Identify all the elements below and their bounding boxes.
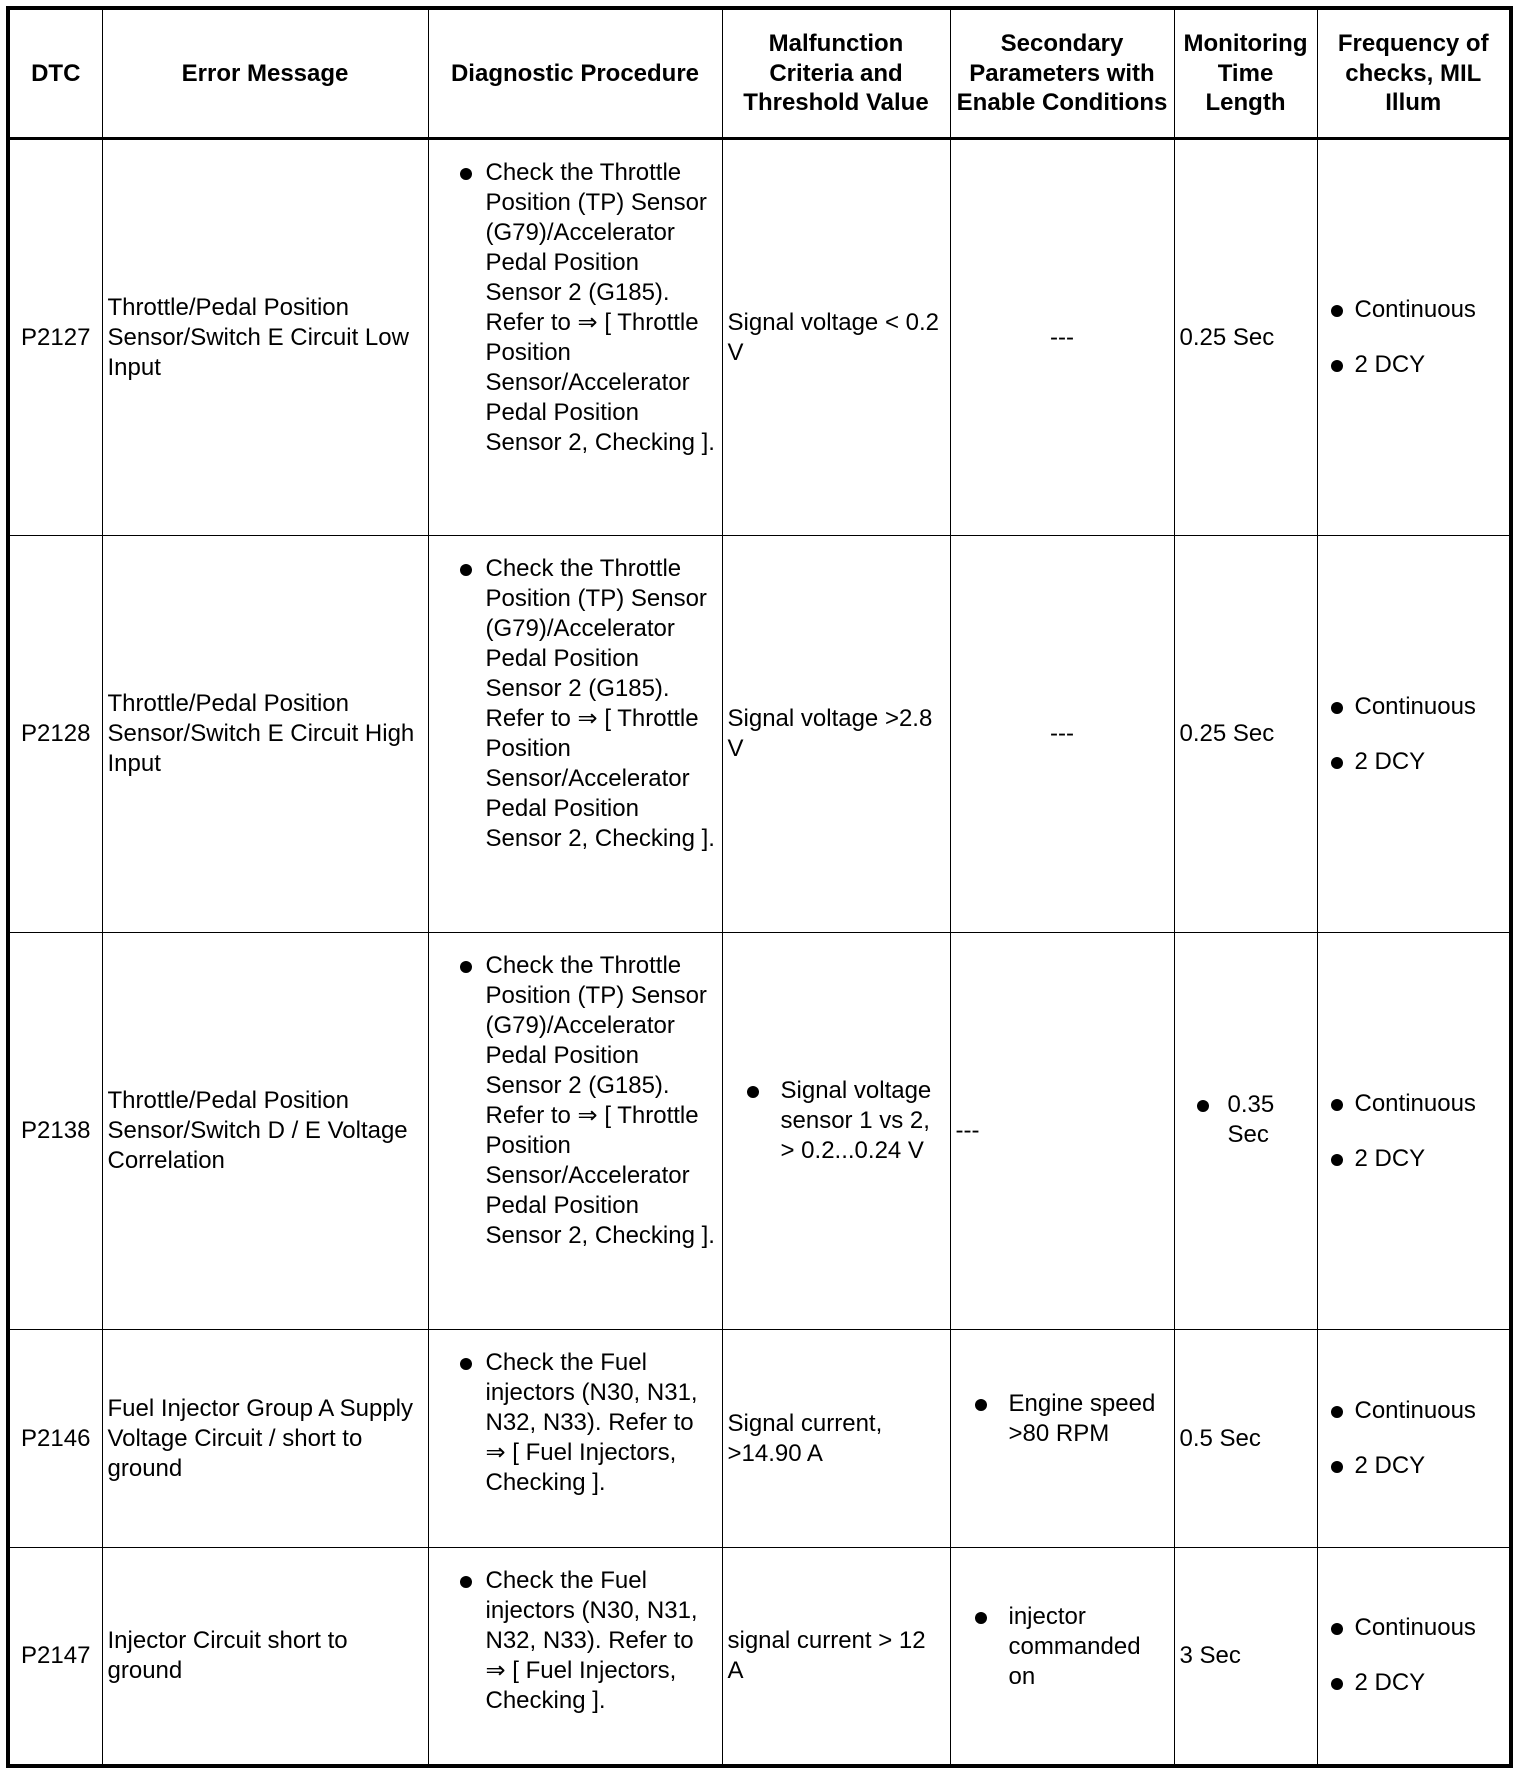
diagnostic-procedure <box>428 139 722 536</box>
malfunction-criteria: Signal voltage < 0.2 V <box>722 139 950 536</box>
list-item <box>1323 1144 1505 1174</box>
monitoring-list <box>1180 1090 1312 1150</box>
monitoring-time: 0.5 Sec <box>1174 1330 1317 1548</box>
list-item <box>434 554 717 854</box>
list-item <box>434 951 717 1251</box>
malfunction-criteria <box>722 933 950 1330</box>
procedure-text: Check the Throttle Position (TP) Sensor (G79)/Accelerator Pedal Position Sensor 2 (G185). Refer to ⇒ [ Throttle Position Sensor/Accelerator Pedal Position Sensor 2, Checking ]. <box>485 555 715 852</box>
header-diagnostic-procedure: Diagnostic Procedure <box>428 8 722 139</box>
list-item <box>1323 1396 1505 1426</box>
list-item <box>1323 692 1505 722</box>
dtc-code: P2127 <box>8 139 102 536</box>
dtc-code: P2138 <box>8 933 102 1330</box>
list-item <box>1323 1668 1505 1698</box>
error-message: Throttle/Pedal Position Sensor/Switch E Circuit Low Input <box>102 139 428 536</box>
table-row <box>8 933 1511 1330</box>
secondary-list <box>963 1602 1169 1692</box>
bullet-icon <box>1331 305 1343 317</box>
procedure-list <box>434 158 717 458</box>
dtc-table <box>6 6 1513 1768</box>
bullet-icon <box>460 1358 472 1370</box>
diagnostic-procedure <box>428 1548 722 1766</box>
bullet-icon <box>1331 1406 1343 1418</box>
frequency <box>1317 933 1511 1330</box>
table-row <box>8 1548 1511 1766</box>
list-item <box>1323 747 1505 777</box>
procedure-text: Check the Fuel injectors (N30, N31, N32, N33). Refer to ⇒ [ Fuel Injectors, Checking ]. <box>485 1349 698 1496</box>
malfunction-text: Signal voltage sensor 1 vs 2, > 0.2...0.24 V <box>780 1077 932 1164</box>
list-item <box>963 1389 1169 1449</box>
frequency-text: 2 DCY <box>1354 747 1426 775</box>
procedure-list <box>434 1348 717 1498</box>
dtc-code: P2128 <box>8 536 102 933</box>
secondary-parameters <box>950 1548 1174 1766</box>
monitoring-time: 0.25 Sec <box>1174 536 1317 933</box>
frequency-list <box>1323 295 1505 380</box>
frequency <box>1317 1330 1511 1548</box>
frequency-text: 2 DCY <box>1354 1452 1426 1479</box>
bullet-icon <box>1331 1099 1343 1111</box>
bullet-icon <box>975 1612 987 1624</box>
frequency-text: Continuous <box>1354 1397 1476 1424</box>
list-item <box>1180 1090 1280 1150</box>
error-message: Throttle/Pedal Position Sensor/Switch D / E Voltage Correlation <box>102 933 428 1330</box>
monitoring-time <box>1174 933 1317 1330</box>
bullet-icon <box>1331 757 1343 769</box>
table-header <box>8 8 1511 139</box>
bullet-icon <box>1331 702 1343 714</box>
bullet-icon <box>460 564 472 576</box>
table-row <box>8 536 1511 933</box>
header-row <box>8 8 1511 139</box>
frequency-list <box>1323 1613 1505 1698</box>
secondary-parameters: --- <box>950 536 1174 933</box>
bullet-icon <box>1331 1678 1343 1690</box>
list-item <box>1323 1451 1505 1481</box>
frequency-text: 2 DCY <box>1354 1669 1426 1697</box>
table-row <box>8 139 1511 536</box>
procedure-text: Check the Fuel injectors (N30, N31, N32, N33). Refer to ⇒ [ Fuel Injectors, Checking ]. <box>485 1567 698 1714</box>
bullet-icon <box>1197 1100 1209 1112</box>
bullet-icon <box>460 961 472 973</box>
bullet-icon <box>460 168 472 180</box>
procedure-text: Check the Throttle Position (TP) Sensor (G79)/Accelerator Pedal Position Sensor 2 (G185). Refer to ⇒ [ Throttle Position Sensor/Accelerator Pedal Position Sensor 2, Checking ]. <box>485 159 715 456</box>
secondary-parameters: --- <box>950 933 1174 1330</box>
frequency-list <box>1323 1089 1505 1174</box>
frequency-text: Continuous <box>1354 1614 1476 1642</box>
procedure-list <box>434 554 717 854</box>
dtc-code: P2146 <box>8 1330 102 1548</box>
error-message: Injector Circuit short to ground <box>102 1548 428 1766</box>
list-item <box>963 1602 1169 1692</box>
error-message: Fuel Injector Group A Supply Voltage Circuit / short to ground <box>102 1330 428 1548</box>
secondary-parameters <box>950 1330 1174 1548</box>
secondary-list <box>963 1389 1169 1449</box>
diagnostic-procedure <box>428 933 722 1330</box>
bullet-icon <box>460 1576 472 1588</box>
malfunction-criteria: Signal voltage >2.8 V <box>722 536 950 933</box>
monitoring-time: 3 Sec <box>1174 1548 1317 1766</box>
list-item <box>434 1566 717 1716</box>
list-item <box>1323 1089 1505 1119</box>
header-secondary-parameters: Secondary Parameters with Enable Conditions <box>950 8 1174 139</box>
frequency <box>1317 139 1511 536</box>
dtc-code: P2147 <box>8 1548 102 1766</box>
table-body <box>8 139 1511 1766</box>
frequency-list <box>1323 1396 1505 1481</box>
list-item <box>1323 350 1505 380</box>
frequency <box>1317 536 1511 933</box>
monitoring-text: 0.35 Sec <box>1227 1091 1275 1148</box>
frequency-list <box>1323 692 1505 777</box>
malfunction-list <box>735 1076 945 1166</box>
bullet-icon <box>1331 1623 1343 1635</box>
secondary-parameters: --- <box>950 139 1174 536</box>
frequency-text: Continuous <box>1354 1089 1476 1117</box>
diagnostic-procedure <box>428 536 722 933</box>
header-dtc: DTC <box>8 8 102 139</box>
error-message: Throttle/Pedal Position Sensor/Switch E Circuit High Input <box>102 536 428 933</box>
procedure-list <box>434 1566 717 1716</box>
header-malfunction-criteria: Malfunction Criteria and Threshold Value <box>722 8 950 139</box>
header-frequency: Frequency of checks, MIL Illum <box>1317 8 1511 139</box>
list-item <box>735 1076 945 1166</box>
procedure-text: Check the Throttle Position (TP) Sensor (G79)/Accelerator Pedal Position Sensor 2 (G185). Refer to ⇒ [ Throttle Position Sensor/Accelerator Pedal Position Sensor 2, Checking ]. <box>485 952 715 1249</box>
frequency-text: 2 DCY <box>1354 1144 1426 1172</box>
header-error-message: Error Message <box>102 8 428 139</box>
secondary-text: injector commanded on <box>1008 1602 1141 1690</box>
frequency-text: 2 DCY <box>1354 351 1426 378</box>
bullet-icon <box>975 1399 987 1411</box>
table-row <box>8 1330 1511 1548</box>
diagnostic-procedure <box>428 1330 722 1548</box>
monitoring-time: 0.25 Sec <box>1174 139 1317 536</box>
malfunction-criteria: Signal current, >14.90 A <box>722 1330 950 1548</box>
malfunction-criteria: signal current > 12 A <box>722 1548 950 1766</box>
frequency-text: Continuous <box>1354 692 1476 720</box>
secondary-text: Engine speed >80 RPM <box>1008 1389 1156 1447</box>
list-item <box>434 158 717 458</box>
bullet-icon <box>1331 1461 1343 1473</box>
frequency <box>1317 1548 1511 1766</box>
list-item <box>1323 295 1505 325</box>
header-monitoring-time: Monitoring Time Length <box>1174 8 1317 139</box>
bullet-icon <box>747 1086 759 1098</box>
bullet-icon <box>1331 1154 1343 1166</box>
list-item <box>1323 1613 1505 1643</box>
list-item <box>434 1348 717 1498</box>
procedure-list <box>434 951 717 1251</box>
frequency-text: Continuous <box>1354 296 1476 323</box>
bullet-icon <box>1331 360 1343 372</box>
